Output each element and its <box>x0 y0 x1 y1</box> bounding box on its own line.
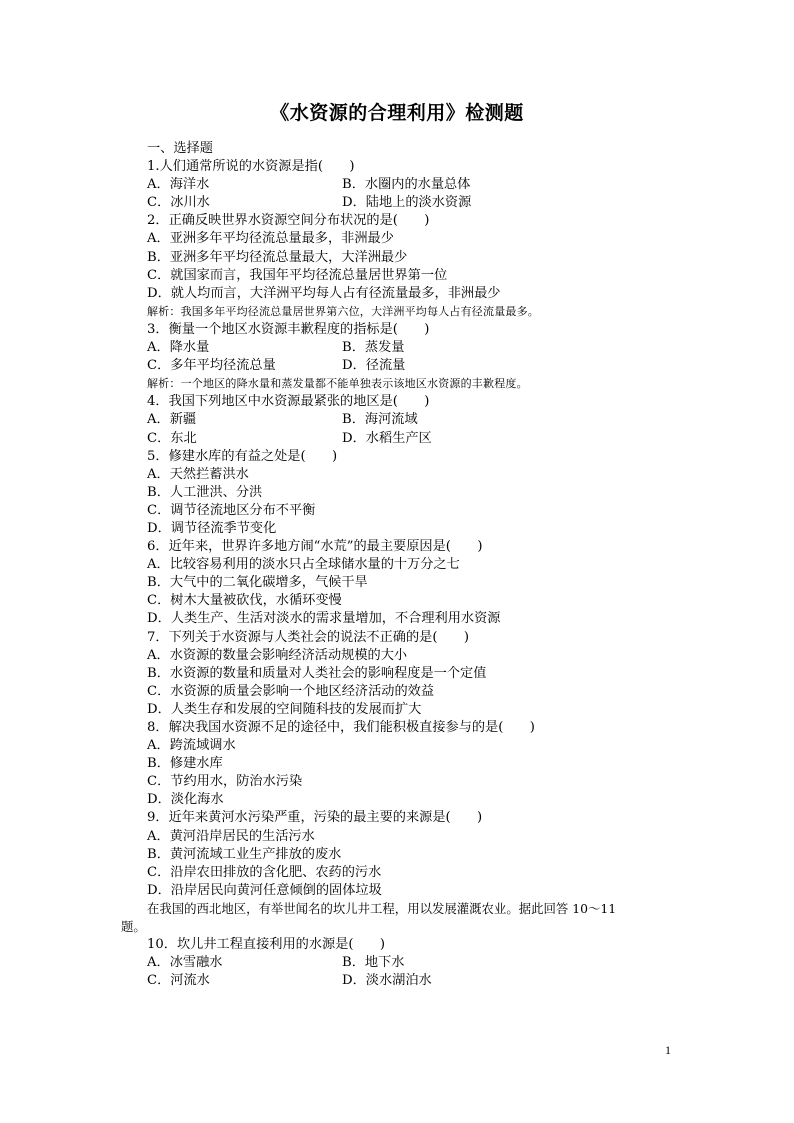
q4-option-d: D．水稻生产区 <box>342 430 432 446</box>
q2-option-a: A．亚洲多年平均径流总量最多，非洲最少 <box>147 231 394 247</box>
q7-option-d: D．人类生存和发展的空间随科技的发展而扩大 <box>147 701 422 717</box>
section-heading: 一、选择题 <box>147 141 213 156</box>
q9-option-c: C．沿岸农田排放的含化肥、农药的污水 <box>147 864 382 880</box>
q5-option-d: D．调节径流季节变化 <box>147 520 277 536</box>
q3-option-a: A．降水量 <box>147 340 210 356</box>
q1-option-c: C．冰川水 <box>147 195 210 211</box>
q3-option-d: D．径流量 <box>342 358 406 374</box>
q7-option-b: B．水资源的数量和质量对人类社会的影响程度是一个定值 <box>147 665 487 681</box>
q2-stem: 2．正确反映世界水资源空间分布状况的是( ) <box>147 213 430 229</box>
q8-stem: 8．解决我国水资源不足的途径中，我们能积极直接参与的是( ) <box>147 720 535 735</box>
q5-option-a: A．天然拦蓄洪水 <box>147 466 249 482</box>
q2-analysis: 解析：我国多年平均径流总量居世界第六位，大洋洲平均每人占有径流量最多。 <box>147 304 539 318</box>
q10-intro-line-2: 题。 <box>121 919 146 935</box>
q1-stem: 1.人们通常所说的水资源是指( ) <box>147 159 355 175</box>
q3-option-b: B．蒸发量 <box>342 340 405 356</box>
q2-option-b: B．亚洲多年平均径流总量最大，大洋洲最少 <box>147 249 408 265</box>
q5-option-b: B．人工泄洪、分洪 <box>147 484 263 500</box>
q9-option-d: D．沿岸居民向黄河任意倾倒的固体垃圾 <box>147 882 382 898</box>
q1-option-d: D．陆地上的淡水资源 <box>342 195 472 211</box>
q4-stem: 4．我国下列地区中水资源最紧张的地区是( ) <box>147 394 430 410</box>
q6-option-a: A．比较容易利用的淡水只占全球储水量的十万分之七 <box>147 557 460 573</box>
q3-analysis: 解析：一个地区的降水量和蒸发量都不能单独表示该地区水资源的丰歉程度。 <box>147 377 528 391</box>
q3-options-row-2 <box>147 357 707 375</box>
q9-option-b: B．黄河流域工业生产排放的废水 <box>147 846 342 862</box>
q7-stem: 7．下列关于水资源与人类社会的说法不正确的是( ) <box>147 629 469 645</box>
q8-option-c: C．节约用水，防治水污染 <box>147 774 303 790</box>
q1-options-row-1 <box>147 176 707 194</box>
page-title: 《水资源的合理利用》检测题 <box>270 102 524 124</box>
q4-options-row-1 <box>147 411 707 429</box>
q5-option-c: C．调节径流地区分布不平衡 <box>147 502 316 518</box>
q10-intro-line-1: 在我国的西北地区，有举世闻名的坎儿井工程，用以发展灌溉农业。据此回答 10～11 <box>147 900 617 916</box>
q1-options-row-2 <box>147 194 707 212</box>
q4-option-c: C．东北 <box>147 430 197 446</box>
q10-option-d: D．淡水湖泊水 <box>342 973 432 989</box>
q1-option-b: B．水圈内的水量总体 <box>342 177 471 193</box>
q6-stem: 6．近年来，世界许多地方闹“水荒”的最主要原因是( ) <box>147 539 483 555</box>
q6-option-d: D．人类生产、生活对淡水的需求量增加，不合理利用水资源 <box>147 611 501 627</box>
q9-option-a: A．黄河沿岸居民的生活污水 <box>147 828 315 844</box>
q2-option-d: D．就人均而言，大洋洲平均每人占有径流量最多，非洲最少 <box>147 285 501 301</box>
q6-option-b: B．大气中的二氧化碳增多，气候干旱 <box>147 575 368 591</box>
q8-option-d: D．淡化海水 <box>147 792 224 808</box>
q3-stem: 3．衡量一个地区水资源丰歉程度的指标是( ) <box>147 321 430 337</box>
q7-option-a: A．水资源的数量会影响经济活动规模的大小 <box>147 647 408 663</box>
q4-option-b: B．海河流域 <box>342 412 418 428</box>
q3-option-c: C．多年平均径流总量 <box>147 358 276 374</box>
q10-option-b: B．地下水 <box>342 955 405 971</box>
q3-options-row-1 <box>147 339 707 357</box>
q1-option-a: A．海洋水 <box>147 177 210 193</box>
q8-option-a: A．跨流域调水 <box>147 738 236 754</box>
q10-option-c: C．河流水 <box>147 973 210 989</box>
q4-options-row-2 <box>147 430 707 448</box>
q6-option-c: C．树木大量被砍伐，水循环变慢 <box>147 593 342 609</box>
q10-options-row-2 <box>147 972 707 990</box>
q8-option-b: B．修建水库 <box>147 756 223 772</box>
q2-option-c: C．就国家而言，我国年平均径流总量居世界第一位 <box>147 267 448 283</box>
q5-stem: 5．修建水库的有益之处是( ) <box>147 448 338 464</box>
q10-options-row-1 <box>147 954 707 972</box>
page-number: 1 <box>665 1043 671 1057</box>
q7-option-c: C．水资源的质量会影响一个地区经济活动的效益 <box>147 683 435 699</box>
q10-option-a: A．冰雪融水 <box>147 955 223 971</box>
q10-stem: 10．坎儿井工程直接利用的水源是( ) <box>147 937 386 953</box>
q4-option-a: A．新疆 <box>147 412 197 428</box>
question-list <box>121 140 707 990</box>
q9-stem: 9．近年来黄河水污染严重，污染的最主要的来源是( ) <box>147 810 483 826</box>
